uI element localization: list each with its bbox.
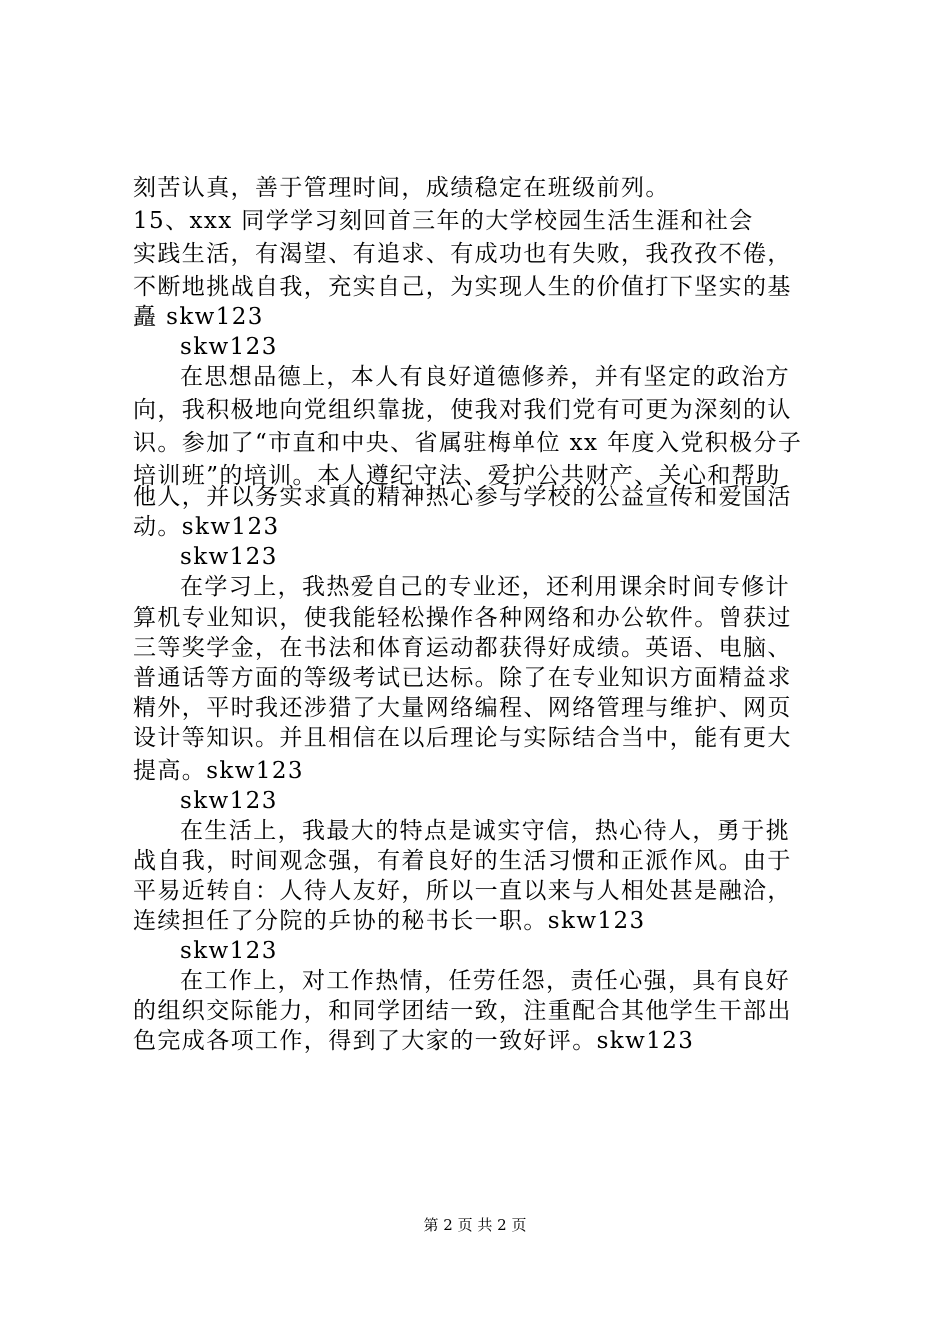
text-line: 矗 skw123 [133, 304, 264, 330]
text-line: 在学习上，我热爱自己的专业还，还利用课余时间专修计 [180, 574, 790, 600]
text-line: 培训班”的培训。本人遵纪守法、爱护公共财产、关心和帮助 [133, 463, 781, 489]
text-line: 识。参加了“市直和中央、省属驻梅单位 xx 年度入党积极分子 [133, 430, 803, 456]
text-line: 实践生活，有渴望、有追求、有成功也有失败，我孜孜不倦， [133, 241, 792, 267]
page-number-footer: 第 2 页 共 2 页 [423, 1216, 527, 1234]
text-line: skw123 [180, 788, 278, 814]
text-line: skw123 [180, 334, 278, 360]
text-line: 普通话等方面的等级考试已达标。除了在专业知识方面精益求 [133, 665, 792, 691]
text-line: 不断地挑战自我，充实自己，为实现人生的价值打下坚实的基 [133, 274, 792, 300]
text-line: 15、xxx 同学学习刻回首三年的大学校园生活生涯和社会 [133, 208, 754, 234]
text-line: 在工作上，对工作热情，任劳任怨，责任心强，具有良好 [180, 968, 790, 994]
text-line: 在生活上，我最大的特点是诚实守信，热心待人，勇于挑 [180, 818, 790, 844]
text-line: 设计等知识。并且相信在以后理论与实际结合当中，能有更大 [133, 725, 792, 751]
text-line: 向，我积极地向党组织靠拢，使我对我们党有可更为深刻的认 [133, 397, 792, 423]
text-line: 精外，平时我还涉猎了大量网络编程、网络管理与维护、网页 [133, 695, 792, 721]
text-line: 刻苦认真，善于管理时间，成绩稳定在班级前列。 [133, 175, 670, 201]
text-line: 平易近转自：人待人友好，所以一直以来与人相处甚是融洽， [133, 878, 792, 904]
text-line: 提高。skw123 [133, 758, 304, 784]
text-line: 他人，并以务实求真的精神热心参与学校的公益宣传和爱国活 [133, 484, 792, 510]
text-line: 连续担任了分院的乒协的秘书长一职。skw123 [133, 908, 646, 934]
text-line: 在思想品德上，本人有良好道德修养，并有坚定的政治方 [180, 364, 790, 390]
text-line: 算机专业知识，使我能轻松操作各种网络和办公软件。曾获过 [133, 605, 792, 631]
text-line: 三等奖学金，在书法和体育运动都获得好成绩。英语、电脑、 [133, 635, 792, 661]
text-line: 的组织交际能力，和同学团结一致，注重配合其他学生干部出 [133, 998, 792, 1024]
text-line: skw123 [180, 938, 278, 964]
text-line: skw123 [180, 544, 278, 570]
text-line: 战自我，时间观念强，有着良好的生活习惯和正派作风。由于 [133, 848, 792, 874]
text-line: 色完成各项工作，得到了大家的一致好评。skw123 [133, 1028, 695, 1054]
text-line: 动。skw123 [133, 514, 280, 540]
